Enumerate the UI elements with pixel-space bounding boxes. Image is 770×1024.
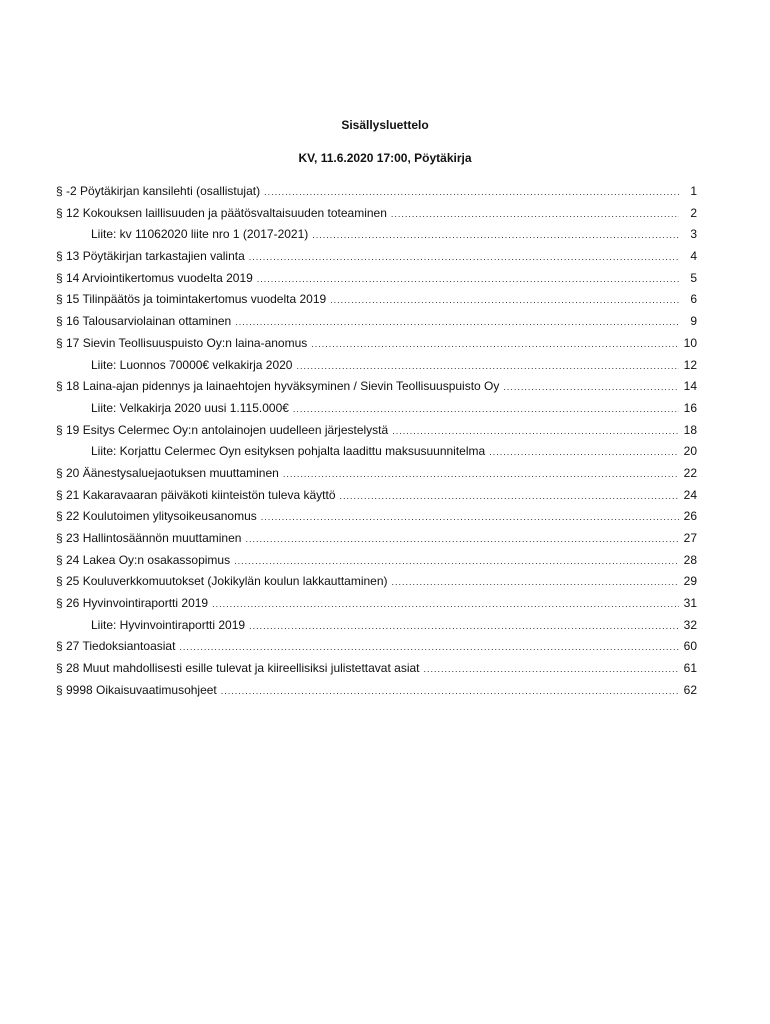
toc-entry-title: Liite: Luonnos 70000€ velkakirja 2020 (91, 357, 293, 372)
toc-entry-title: § 16 Talousarviolainan ottaminen (56, 314, 232, 329)
toc-page-number: 18 (683, 422, 697, 437)
toc-entry-title: Liite: Hyvinvointiraportti 2019 (91, 617, 246, 632)
toc-entry-title: § 12 Kokouksen laillisuuden ja päätösvaltaisuuden toteaminen (56, 205, 387, 220)
toc-entry[interactable] (56, 463, 697, 485)
toc-entry[interactable] (56, 550, 697, 572)
toc-page-number: 16 (683, 400, 697, 415)
toc-page-number: 60 (683, 639, 697, 654)
toc-page-number: 1 (690, 184, 697, 198)
toc-entry[interactable] (56, 289, 697, 311)
toc-dot-leader (330, 290, 679, 312)
toc-dot-leader (391, 204, 679, 226)
toc-page-number: 27 (683, 531, 697, 545)
toc-entry[interactable] (56, 506, 697, 528)
toc-entry[interactable] (56, 528, 697, 550)
toc-entry[interactable] (56, 376, 697, 398)
toc-page-number: 28 (683, 552, 697, 567)
toc-entry[interactable] (56, 246, 697, 268)
toc-entry-title: § 22 Koulutoimen ylitysoikeusanomus (56, 509, 257, 524)
table-of-contents (56, 181, 697, 702)
toc-entry-title: § 15 Tilinpäätös ja toimintakertomus vuodelta 2019 (56, 292, 327, 307)
toc-entry[interactable] (56, 658, 697, 680)
page-title: Sisällysluettelo (341, 118, 429, 132)
toc-page-number: 62 (683, 682, 697, 697)
toc-dot-leader (489, 442, 679, 464)
toc-entry[interactable] (56, 571, 697, 593)
toc-dot-leader (503, 377, 679, 399)
toc-entry-title: Liite: Velkakirja 2020 uusi 1.115.000€ (91, 400, 289, 415)
toc-page-number: 29 (683, 574, 697, 589)
toc-dot-leader (311, 334, 679, 356)
toc-attachment-entry[interactable] (56, 355, 697, 377)
toc-page-number: 61 (683, 661, 697, 676)
toc-entry-title: § 25 Kouluverkkomuutokset (Jokikylän koulun lakkauttaminen) (56, 574, 388, 589)
toc-entry-title: § 28 Muut mahdollisesti esille tulevat ja kiireellisiksi julistettavat asiat (56, 661, 420, 676)
toc-entry-title: § 24 Lakea Oy:n osakassopimus (56, 552, 231, 567)
toc-entry-title: § 19 Esitys Celermec Oy:n antolainojen uudelleen järjestelystä (56, 422, 389, 437)
toc-page-number: 32 (683, 617, 697, 632)
toc-entry[interactable] (56, 203, 697, 225)
toc-attachment-entry[interactable] (56, 615, 697, 637)
toc-entry-title: Liite: kv 11062020 liite nro 1 (2017-2021) (91, 227, 309, 242)
toc-page-number: 31 (683, 596, 697, 611)
toc-entry[interactable] (56, 311, 697, 333)
toc-entry-title: § 9998 Oikaisuvaatimusohjeet (56, 682, 217, 697)
toc-entry[interactable] (56, 680, 697, 702)
toc-entry[interactable] (56, 181, 697, 203)
toc-entry-title: § 14 Arviointikertomus vuodelta 2019 (56, 270, 253, 285)
toc-dot-leader (340, 486, 680, 508)
toc-page-number: 20 (683, 444, 697, 459)
toc-dot-leader (257, 269, 679, 291)
toc-entry[interactable] (56, 636, 697, 658)
toc-page-number: 22 (683, 465, 697, 480)
toc-page-number: 24 (683, 487, 697, 502)
toc-entry-title: § 26 Hyvinvointiraportti 2019 (56, 596, 209, 611)
toc-page-number: 3 (690, 227, 697, 242)
toc-page-number: 4 (690, 249, 697, 264)
toc-attachment-entry[interactable] (56, 224, 697, 246)
toc-dot-leader (249, 616, 679, 638)
toc-entry-title: § 21 Kakaravaaran päiväkoti kiinteistön tuleva käyttö (56, 487, 336, 502)
toc-attachment-entry[interactable] (56, 441, 697, 463)
toc-page-number: 12 (683, 357, 697, 372)
toc-dot-leader (234, 551, 679, 573)
toc-dot-leader (293, 399, 679, 421)
toc-entry[interactable] (56, 485, 697, 507)
toc-page-number: 26 (683, 509, 697, 524)
toc-dot-leader (235, 312, 679, 334)
toc-page-number: 9 (690, 314, 697, 329)
toc-entry-title: § -2 Pöytäkirjan kansilehti (osallistujat) (56, 184, 261, 198)
toc-dot-leader (245, 529, 679, 551)
page-subtitle: KV, 11.6.2020 17:00, Pöytäkirja (298, 151, 472, 165)
toc-dot-leader (179, 637, 679, 659)
toc-dot-leader (424, 659, 680, 681)
toc-page-number: 6 (690, 292, 697, 307)
toc-entry-title: § 17 Sievin Teollisuuspuisto Oy:n laina-anomus (56, 335, 308, 350)
toc-dot-leader (221, 681, 679, 703)
toc-entry-title: § 20 Äänestysaluejaotuksen muuttaminen (56, 465, 279, 480)
toc-page-number: 5 (690, 270, 697, 285)
toc-dot-leader (296, 356, 679, 378)
toc-dot-leader (392, 421, 679, 443)
toc-dot-leader (261, 507, 679, 529)
toc-dot-leader (283, 464, 679, 486)
toc-entry-title: § 18 Laina-ajan pidennys ja lainaehtojen hyväksyminen / Sievin Teollisuuspuisto Oy (56, 379, 500, 394)
toc-entry[interactable] (56, 268, 697, 290)
toc-attachment-entry[interactable] (56, 398, 697, 420)
toc-dot-leader (392, 572, 679, 594)
toc-page-number: 2 (690, 205, 697, 220)
toc-entry-title: Liite: Korjattu Celermec Oyn esityksen pohjalta laadittu maksusuunnitelma (91, 444, 486, 459)
toc-entry[interactable] (56, 420, 697, 442)
toc-entry-title: § 27 Tiedoksiantoasiat (56, 639, 176, 654)
toc-dot-leader (312, 225, 679, 247)
toc-entry[interactable] (56, 333, 697, 355)
toc-dot-leader (249, 247, 679, 269)
toc-dot-leader (264, 182, 679, 204)
toc-entry-title: § 23 Hallintosäännön muuttaminen (56, 531, 242, 545)
toc-page-number: 14 (683, 379, 697, 394)
toc-entry-title: § 13 Pöytäkirjan tarkastajien valinta (56, 249, 245, 264)
toc-page-number: 10 (683, 335, 697, 350)
toc-dot-leader (212, 594, 679, 616)
toc-entry[interactable] (56, 593, 697, 615)
